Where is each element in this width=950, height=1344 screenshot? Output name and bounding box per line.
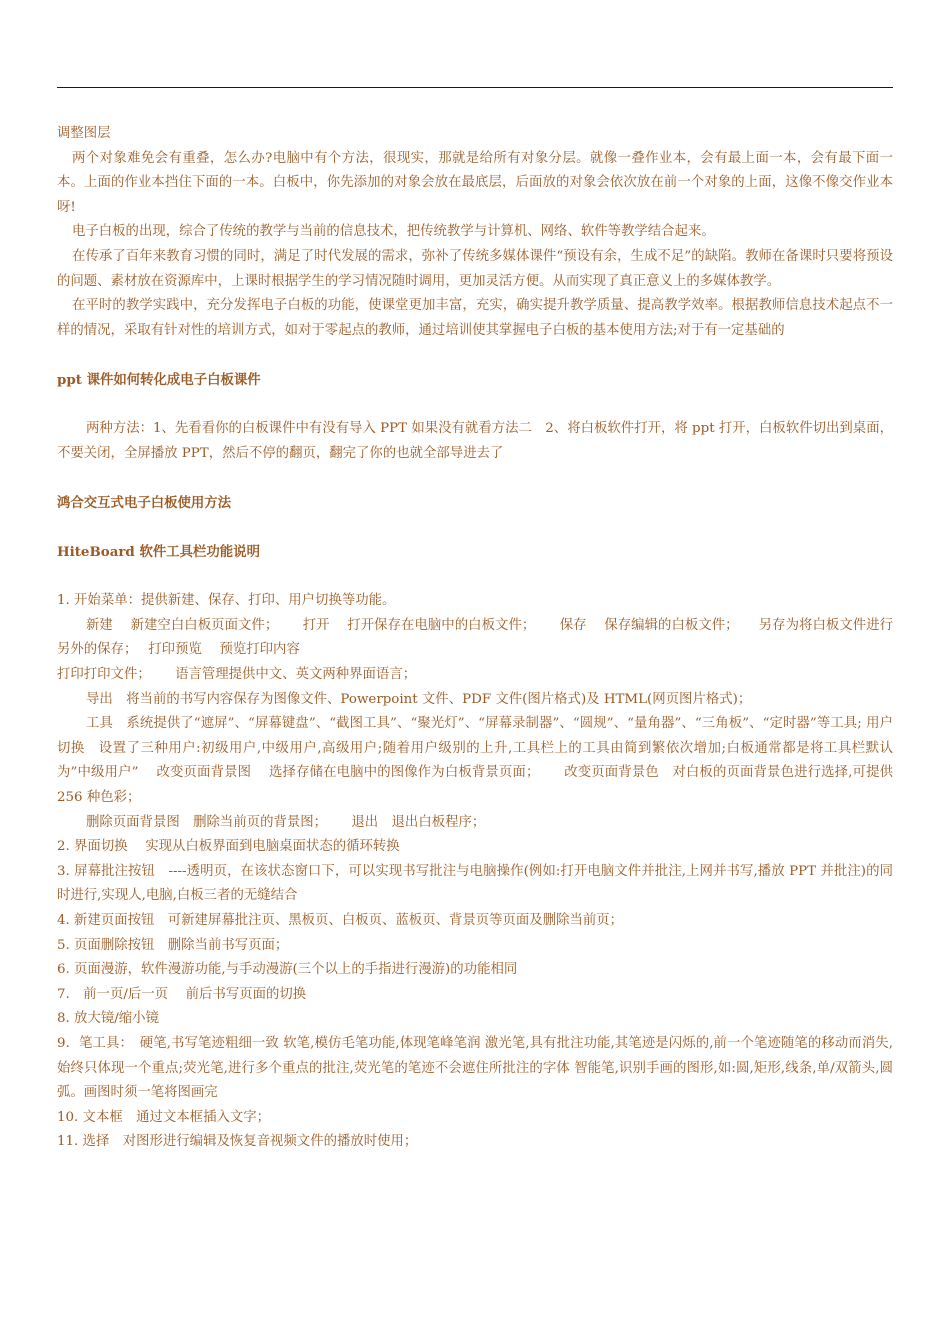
- paragraph-two-methods: 两种方法：1、先看看你的白板课件中有没有导入 PPT 如果没有就看方法二 2、将白板软件打开，将 ppt 打开，白板软件切出到桌面，不要关闭，全屏播放 PPT，然后不停的翻页，翻完了你的也就全部导进去了: [57, 421, 893, 461]
- paragraph-layers: 两个对象难免会有重叠，怎么办?电脑中有个方法，很现实，那就是给所有对象分层。就像一叠作业本，会有最上面一本，会有最下面一本。上面的作业本挡住下面的一本。白板中，你先添加的对象会放在最底层，后面放的对象会依次放在前一个对象的上面，这像不像交作业本呀!: [57, 150, 893, 215]
- paragraph-tradition: 在传承了百年来教育习惯的同时，满足了时代发展的需求，弥补了传统多媒体课件“预设有余，生成不足”的缺陷。教师在备课时只要将预设的问题、素材放在资源库中，上课时根据学生的学习情况随时调用，更加灵活方便。从而实现了真正意义上的多媒体教学。: [57, 248, 893, 289]
- header-rule: [57, 87, 893, 88]
- list-item-pen-tools: 9．笔工具： 硬笔,书写笔迹粗细一致 软笔,模仿毛笔功能,体现笔峰笔润 激光笔,具有批注功能,其笔迹是闪烁的,前一个笔迹随笔的移动而消失,始终只体现一个重点;荧光笔,进行多个重点的批注,荧光笔的笔迹不会遮住所批注的字体 智能笔,识别手画的图形,如:圆,矩形,线条,单/双箭头,圆弧。画图时须一笔将图画完: [57, 1035, 893, 1101]
- list-item-select: 11. 选择 对图形进行编辑及恢复音视频文件的播放时使用；: [57, 1134, 418, 1150]
- list-item-export: 导出 将当前的书写内容保存为图像文件、Powerpoint 文件、PDF 文件(图片格式)及 HTML(网页图片格式)；: [86, 691, 752, 707]
- list-item-delete-background: 删除页面背景图 删除当前页的背景图； 退出 退出白板程序；: [86, 814, 486, 830]
- paragraph-whiteboard-intro: 电子白板的出现，综合了传统的教学与当前的信息技术，把传统教学与计算机、网络、软件等教学结合起来。: [72, 224, 715, 240]
- list-item-tools: 工具 系统提供了“遮屏”、“屏幕键盘”、“截图工具”、“聚光灯”、“屏幕录制器”、“圆规”、“量角器”、“三角板”、“定时器”等工具; 用户切换 设置了三种用户:初级用户,中级用户,高级用户;随着用户级别的上升,工具栏上的工具由简到繁依次增加;白板通常都是将工具栏默认为”中级用户” 改变页面背景图 选择存储在电脑中的图像作为白板背景页面； 改变页面背景色 对白板的页面背景色进行选择,可提供 256 种色彩；: [57, 716, 893, 806]
- list-item-prev-next: 7. 前一页/后一页 前后书写页面的切换: [57, 986, 307, 1002]
- list-item-text-box: 10. 文本框 通过文本框插入文字；: [57, 1109, 271, 1125]
- list-item-start-menu: 1. 开始菜单：提供新建、保存、打印、用户切换等功能。: [57, 593, 396, 609]
- section-title-adjust-layers: 调整图层: [57, 126, 111, 141]
- list-item-print-language: 打印打印文件； 语言管理提供中文、英文两种界面语言；: [57, 667, 417, 683]
- heading-ppt-convert: ppt 课件如何转化成电子白板课件: [57, 371, 261, 388]
- list-item-new-page: 4. 新建页面按钮 可新建屏幕批注页、黑板页、白板页、蓝板页、背景页等页面及删除当前页；: [57, 913, 624, 928]
- paragraph-practice: 在平时的教学实践中，充分发挥电子白板的功能，使课堂更加丰富，充实，确实提升教学质量、提高教学效率。根据教师信息技术起点不一样的情况，采取有针对性的培训方式，如对于零起点的教师，通过培训使其掌握电子白板的基本使用方法;对于有一定基础的: [57, 298, 893, 338]
- list-item-delete-page: 5. 页面删除按钮 删除当前书写页面；: [57, 937, 289, 953]
- heading-hiteboard-toolbar: HiteBoard 软件工具栏功能说明: [57, 544, 260, 561]
- list-item-page-roaming: 6. 页面漫游，软件漫游功能,与手动漫游(三个以上的手指进行漫游)的功能相同: [57, 962, 518, 978]
- list-item-screen-annotation: 3. 屏幕批注按钮 ----透明页，在该状态窗口下，可以实现书写批注与电脑操作(例如:打开电脑文件并批注,上网并书写,播放 PPT 并批注)的同时进行,实现人,电脑,白板三者的无缝结合: [57, 863, 893, 904]
- document-body: [57, 122, 893, 1155]
- heading-honghe-usage: 鸿合交互式电子白板使用方法: [57, 494, 232, 511]
- list-item-interface-switch: 2. 界面切换 实现从白板界面到电脑桌面状态的循环转换: [57, 839, 400, 855]
- list-item-new-open-save: 新建 新建空白白板页面文件； 打开 打开保存在电脑中的白板文件； 保存 保存编辑的白板文件； 另存为将白板文件进行另外的保存； 打印预览 预览打印内容: [57, 617, 893, 658]
- list-item-magnifier: 8. 放大镜/缩小镜: [57, 1011, 159, 1027]
